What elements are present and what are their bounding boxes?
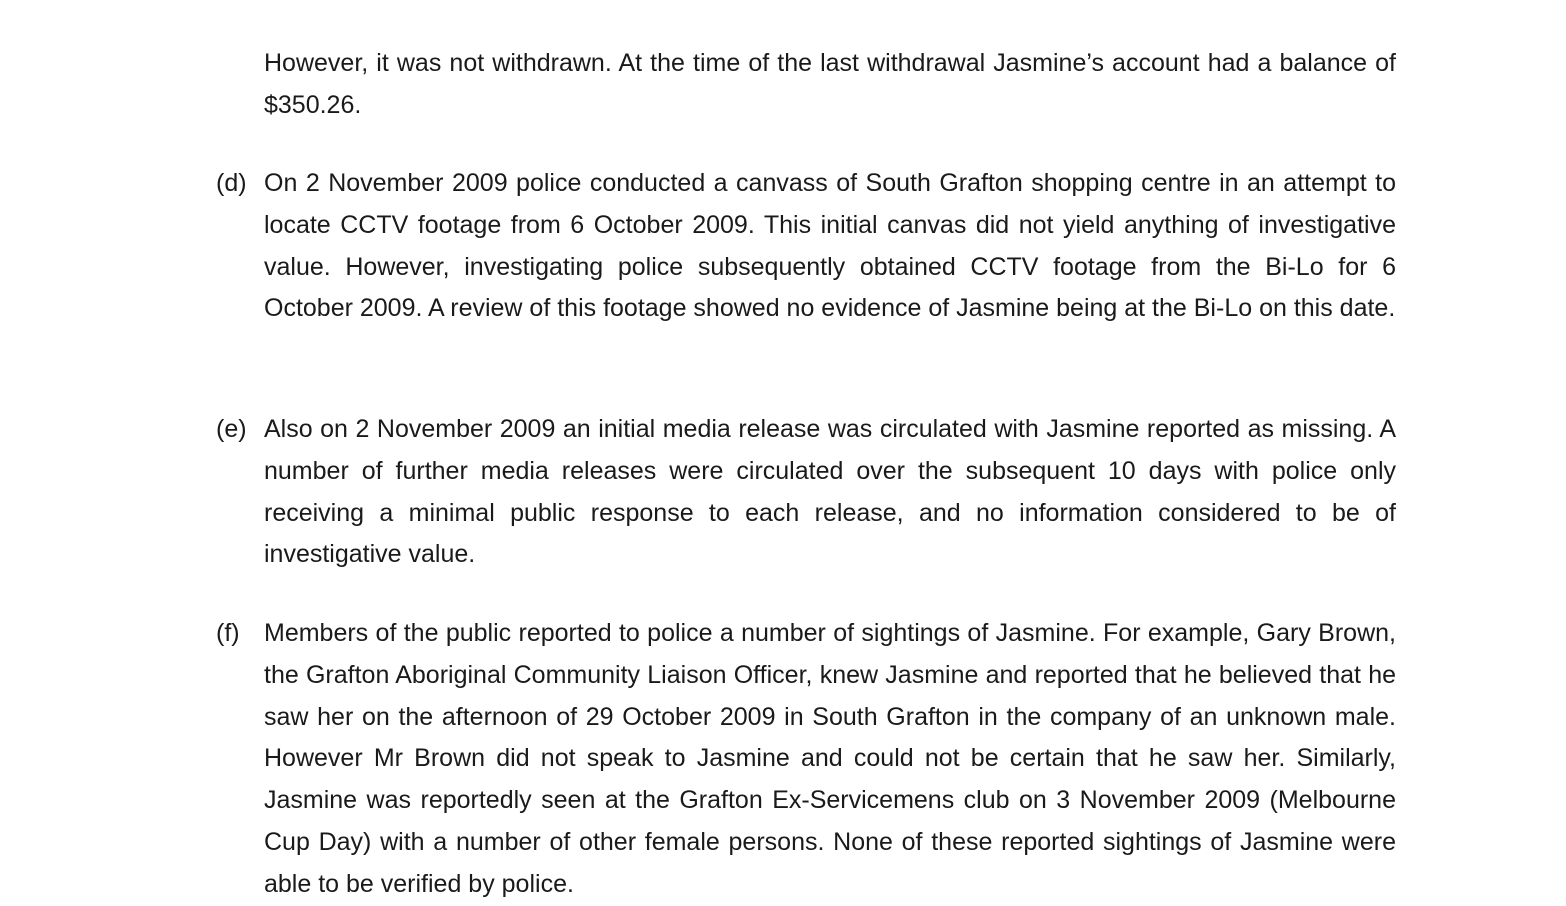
paragraph-continuation xyxy=(216,43,1396,127)
paragraph-text: However, it was not withdrawn. At the time of the last withdrawal Jasmine’s account had a balance of $350.26. xyxy=(264,49,1396,119)
paragraph-label: (d) xyxy=(216,169,247,197)
paragraph-text: On 2 November 2009 police conducted a canvass of South Grafton shopping centre in an attempt to locate CCTV footage from 6 October 2009. This initial canvas did not yield anything of investigative value. However, investigating police subsequently obtained CCTV footage from the Bi-Lo for 6 October 2009. A review of this footage showed no evidence of Jasmine being at the Bi-Lo on this date. xyxy=(264,169,1396,323)
paragraph-label: (f) xyxy=(216,619,240,647)
paragraph-text: Members of the public reported to police a number of sightings of Jasmine. For example, Gary Brown, the Grafton Aboriginal Community Liaison Officer, knew Jasmine and reported that he believed that he saw her on the afternoon of 29 October 2009 in South Grafton in the company of an unknown male. However Mr Brown did not speak to Jasmine and could not be certain that he saw her. Similarly, Jasmine was reportedly seen at the Grafton Ex-Servicemens club on 3 November 2009 (Melbourne Cup Day) with a number of other female persons. None of these reported sightings of Jasmine were able to be verified by police. xyxy=(264,619,1396,898)
paragraph-f xyxy=(216,613,1396,906)
paragraph-d xyxy=(216,163,1396,330)
paragraph-e xyxy=(216,409,1396,576)
paragraph-label: (e) xyxy=(216,415,247,443)
paragraph-text: Also on 2 November 2009 an initial media release was circulated with Jasmine reported as missing. A number of further media releases were circulated over the subsequent 10 days with police only receiving a minimal public response to each release, and no information considered to be of investigative value. xyxy=(264,415,1396,569)
